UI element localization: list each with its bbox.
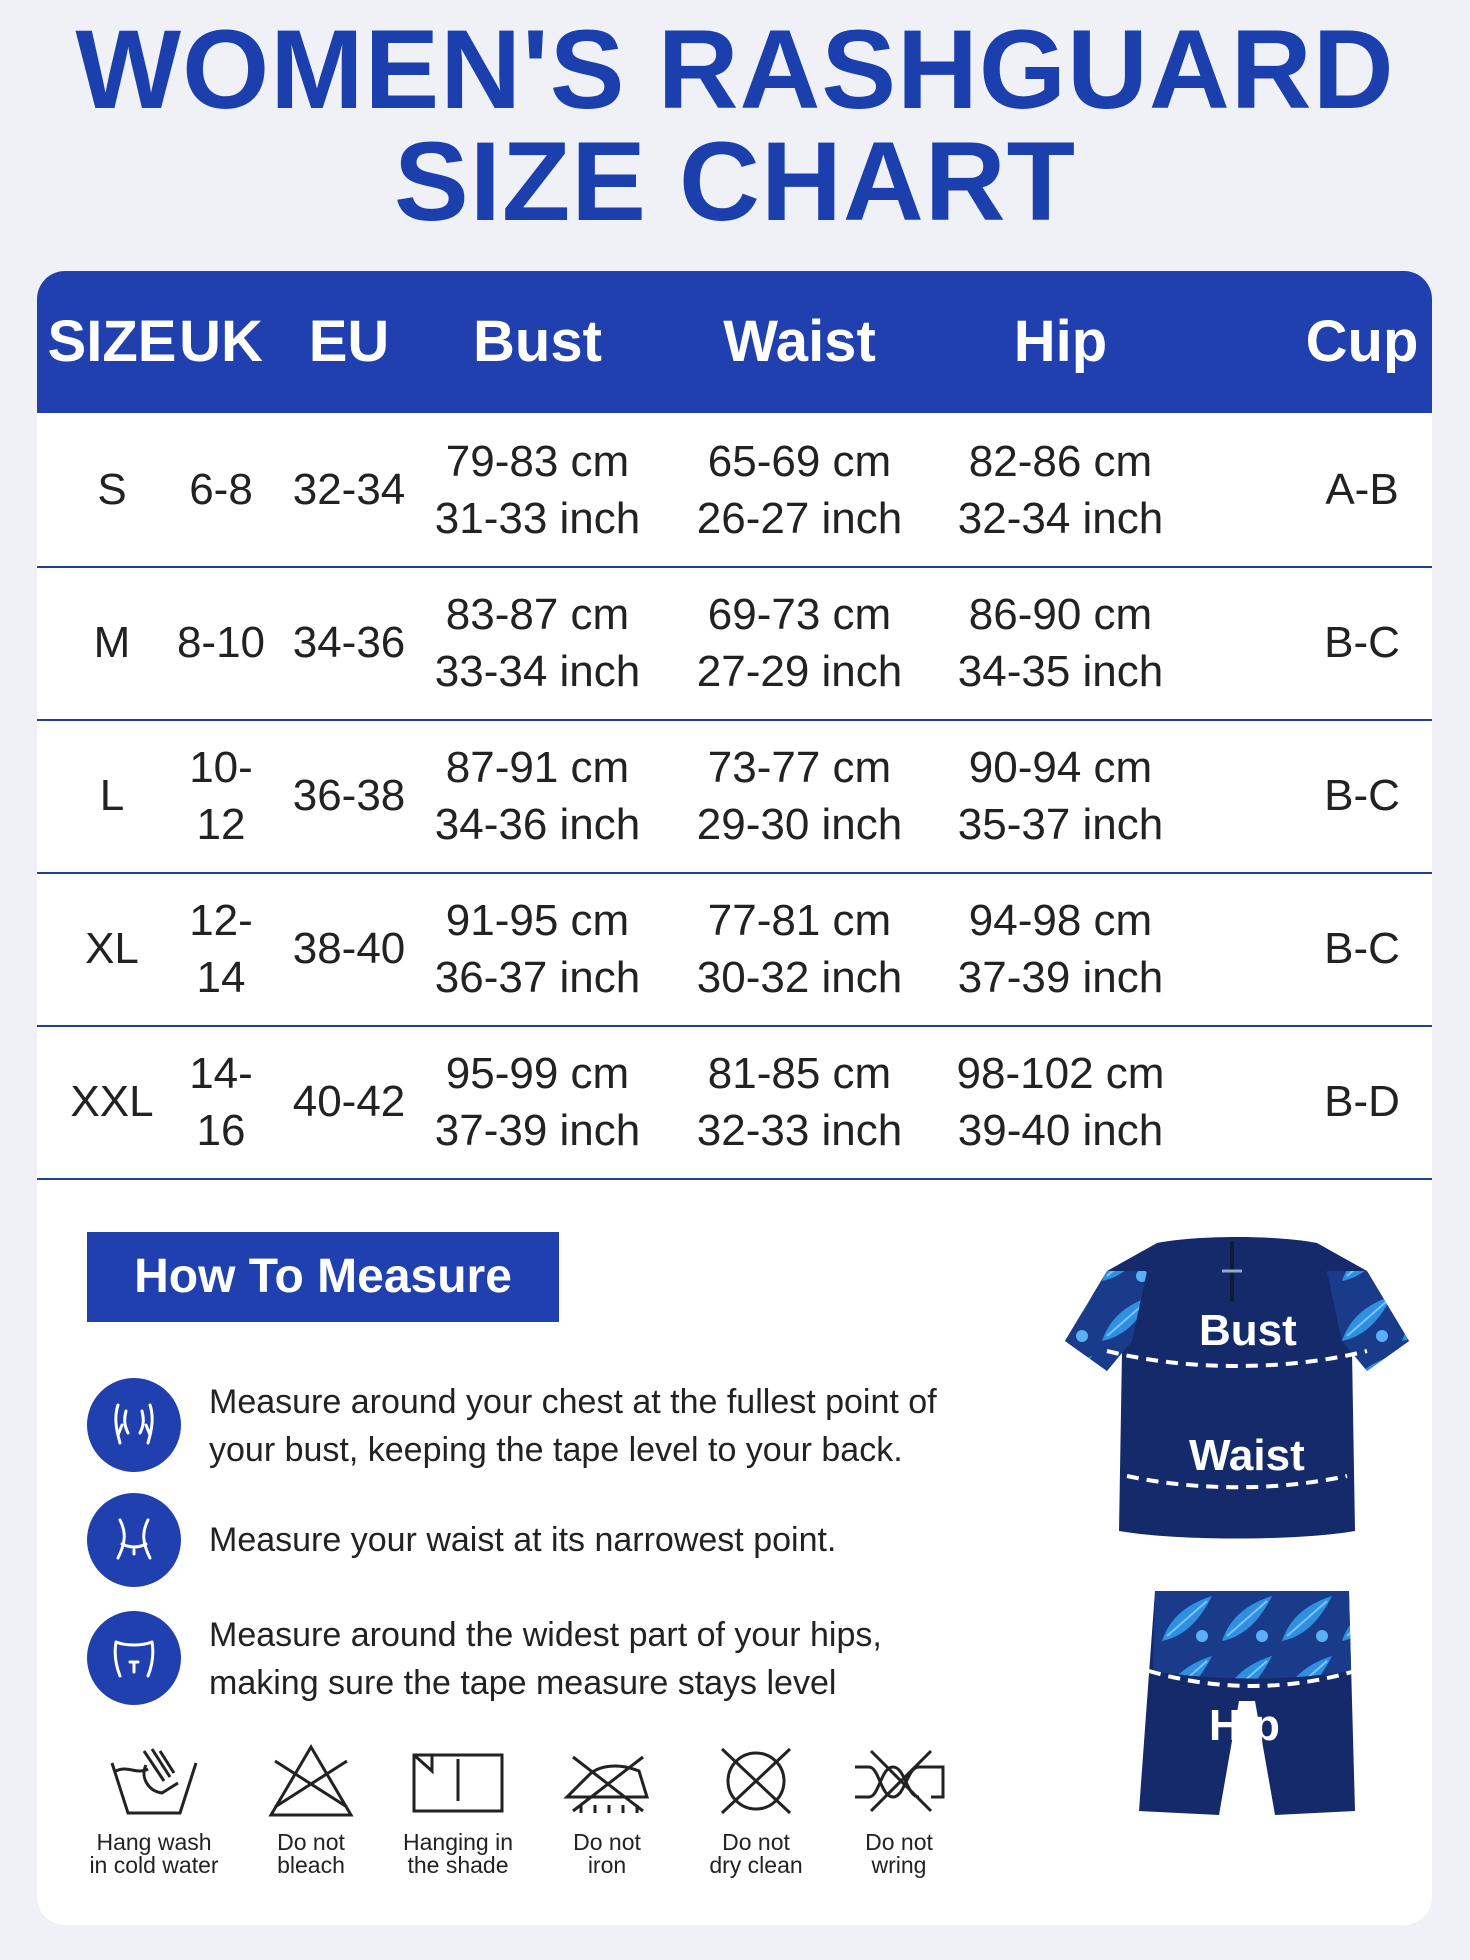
waist-inch: 29-30 inch <box>696 799 903 849</box>
bust-cm: 95-99 cm <box>445 1048 630 1098</box>
cell-uk: 8-10 <box>176 618 266 667</box>
bust-inch: 37-39 inch <box>434 1105 641 1155</box>
hip-inch: 34-35 inch <box>957 646 1164 696</box>
care-shade-dry <box>388 1741 528 1877</box>
measure-hip-line-2: making sure the tape measure stays level <box>209 1664 837 1702</box>
title-line-2: SIZE CHART <box>394 119 1076 244</box>
care-label-no-iron: Do not iron <box>573 1829 641 1878</box>
measure-item-bust <box>87 1378 937 1478</box>
cell-eu: 36-38 <box>292 771 406 820</box>
bust-icon <box>87 1378 181 1472</box>
header-eu: EU <box>308 309 390 374</box>
care-label-shade-dry: Hanging in the shade <box>403 1829 513 1878</box>
measure-item-hip <box>87 1611 937 1711</box>
table-header <box>37 271 1432 413</box>
cell-uk: 12-14 <box>189 895 253 1002</box>
cell-hip <box>933 1025 1188 1178</box>
bust-inch: 31-33 inch <box>434 493 641 543</box>
cell-cup: B-D <box>1324 1077 1400 1126</box>
cell-size: XXL <box>70 1077 154 1126</box>
cell-cup: B-C <box>1324 771 1400 820</box>
cell-size: S <box>97 465 127 514</box>
waist-inch: 26-27 inch <box>696 493 903 543</box>
hip-cm: 94-98 cm <box>968 895 1153 945</box>
cell-waist <box>672 719 927 872</box>
no-iron-icon <box>559 1741 655 1821</box>
no-bleach-icon <box>263 1741 359 1821</box>
hip-cm: 90-94 cm <box>968 742 1153 792</box>
waist-cm: 65-69 cm <box>707 436 892 486</box>
cell-waist <box>672 566 927 719</box>
cell-cup: B-C <box>1324 618 1400 667</box>
bust-inch: 33-34 inch <box>434 646 641 696</box>
shade-dry-icon <box>410 1741 506 1821</box>
hip-inch: 37-39 inch <box>957 952 1164 1002</box>
title-line-1: WOMEN'S RASHGUARD <box>75 7 1395 132</box>
table-row <box>37 872 1432 1027</box>
hip-cm: 86-90 cm <box>968 589 1153 639</box>
cell-bust <box>410 872 665 1025</box>
bust-cm: 91-95 cm <box>445 895 630 945</box>
care-no-iron <box>537 1741 677 1877</box>
cell-cup: A-B <box>1325 465 1399 514</box>
header-size: SIZE <box>47 309 177 374</box>
how-to-measure-title: How To Measure <box>87 1232 559 1322</box>
header-uk: UK <box>179 309 263 374</box>
cell-eu: 34-36 <box>292 618 406 667</box>
header-waist: Waist <box>723 309 876 374</box>
hand-wash-icon <box>106 1741 202 1821</box>
cell-eu: 38-40 <box>292 924 406 973</box>
bust-inch: 36-37 inch <box>434 952 641 1002</box>
cell-uk: 14-16 <box>189 1048 253 1155</box>
cell-hip <box>933 872 1188 1025</box>
table-row <box>37 566 1432 721</box>
garment-label-bust: Bust <box>1199 1306 1297 1355</box>
waist-cm: 81-85 cm <box>707 1048 892 1098</box>
hip-cm: 98-102 cm <box>956 1048 1165 1098</box>
measure-hip-line-1: Measure around the widest part of your hips, <box>209 1616 882 1654</box>
care-label-no-dry-clean: Do not dry clean <box>709 1829 803 1878</box>
cell-eu: 32-34 <box>292 465 406 514</box>
care-hand-wash <box>84 1741 224 1877</box>
cell-bust <box>410 1025 665 1178</box>
cell-hip <box>933 413 1188 566</box>
cell-bust <box>410 413 665 566</box>
bust-cm: 79-83 cm <box>445 436 630 486</box>
cell-size: XL <box>85 924 139 973</box>
header-hip: Hip <box>1013 309 1108 374</box>
care-no-wring <box>829 1741 969 1877</box>
waist-inch: 27-29 inch <box>696 646 903 696</box>
garment-label-hip: Hip <box>1209 1701 1280 1750</box>
measure-bust-line-1: Measure around your chest at the fullest point of <box>209 1383 937 1421</box>
garment-illustration <box>1037 1231 1432 1881</box>
care-label-no-wring: Do not wring <box>865 1829 933 1878</box>
hip-inch: 35-37 inch <box>957 799 1164 849</box>
hip-inch: 39-40 inch <box>957 1105 1164 1155</box>
bust-cm: 87-91 cm <box>445 742 630 792</box>
care-label-no-bleach: Do not bleach <box>277 1829 345 1878</box>
header-bust: Bust <box>473 309 602 374</box>
cell-cup: B-C <box>1324 924 1400 973</box>
cell-eu: 40-42 <box>292 1077 406 1126</box>
cell-hip <box>933 566 1188 719</box>
table-row <box>37 1025 1432 1180</box>
no-wring-icon <box>851 1741 947 1821</box>
garment-label-waist: Waist <box>1189 1431 1305 1480</box>
measure-item-waist <box>87 1493 937 1593</box>
hip-cm: 82-86 cm <box>968 436 1153 486</box>
header-cup: Cup <box>1305 309 1419 374</box>
cell-uk: 10-12 <box>189 742 253 849</box>
page-title <box>0 7 1470 244</box>
cell-uk: 6-8 <box>189 465 253 514</box>
size-chart-card <box>37 271 1432 1925</box>
waist-cm: 77-81 cm <box>707 895 892 945</box>
waist-icon <box>87 1493 181 1587</box>
cell-bust <box>410 719 665 872</box>
cell-waist <box>672 413 927 566</box>
waist-cm: 73-77 cm <box>707 742 892 792</box>
care-label-hand-wash: Hang wash in cold water <box>89 1829 219 1878</box>
cell-size: M <box>93 618 131 667</box>
cell-waist <box>672 872 927 1025</box>
hip-inch: 32-34 inch <box>957 493 1164 543</box>
bust-inch: 34-36 inch <box>434 799 641 849</box>
table-row <box>37 719 1432 874</box>
cell-waist <box>672 1025 927 1178</box>
cell-hip <box>933 719 1188 872</box>
measure-waist-line-1: Measure your waist at its narrowest point. <box>209 1521 837 1559</box>
bust-cm: 83-87 cm <box>445 589 630 639</box>
hip-icon <box>87 1611 181 1705</box>
waist-inch: 32-33 inch <box>696 1105 903 1155</box>
care-no-dry-clean <box>686 1741 826 1877</box>
care-no-bleach <box>241 1741 381 1877</box>
table-row <box>37 413 1432 568</box>
no-dry-clean-icon <box>708 1741 804 1821</box>
waist-cm: 69-73 cm <box>707 589 892 639</box>
waist-inch: 30-32 inch <box>696 952 903 1002</box>
cell-bust <box>410 566 665 719</box>
cell-size: L <box>99 771 125 820</box>
measure-bust-line-2: your bust, keeping the tape level to your back. <box>209 1431 903 1469</box>
